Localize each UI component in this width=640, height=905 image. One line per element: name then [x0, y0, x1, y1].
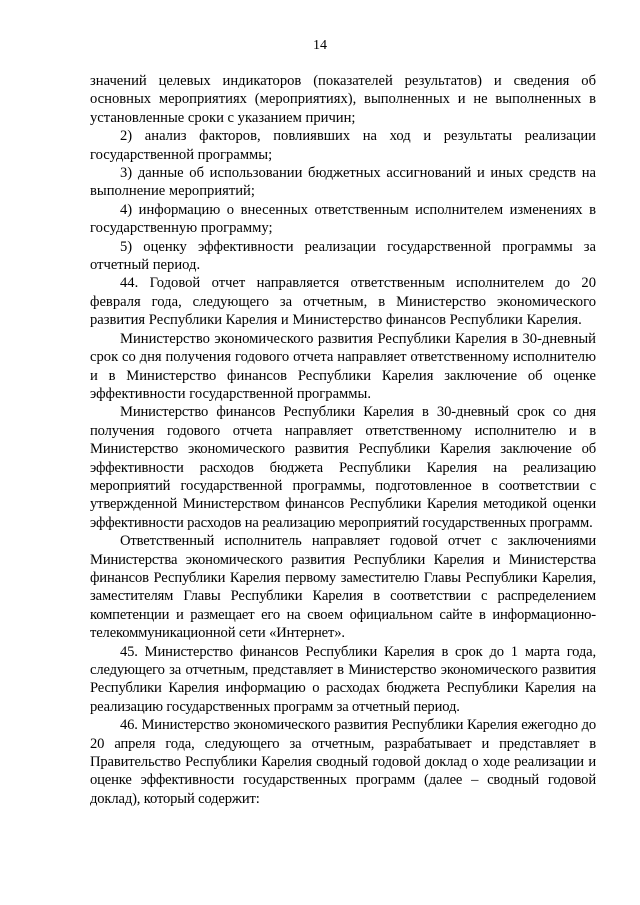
list-item-3: 3) данные об использовании бюджетных ассигнований и иных средств на выполнение мероприятий;	[90, 165, 596, 200]
clause-44: 44. Годовой отчет направляется ответственным исполнителем до 20 февраля года, следующего за отчетным, в Министерство экономического развития Республики Карелия и Министерство финансов Республики Карелия.	[90, 275, 596, 329]
document-body	[90, 72, 596, 808]
paragraph-ministry-finance: Министерство финансов Республики Карелия в 30-дневный срок со дня получения годового отчета направляет ответственному исполнителю и в Министерство экономического развития Республики Карелия заключение об эффективности расходов бюджета Республики Карелия на реализацию мероприятий государственной программы, подготовленное в соответствии с утвержденной Министерством финансов Республики Карелия методикой оценки эффективности расходов на реализацию мероприятий государственных программ.	[90, 404, 596, 531]
paragraph-responsible-executor: Ответственный исполнитель направляет годовой отчет с заключениями Министерства экономического развития Республики Карелия и Министерства финансов Республики Карелия первому заместителю Главы Республики Карелия, заместителям Главы Республики Карелия в соответствии с распределением компетенции и размещает его на своем официальном сайте в информационно-телекоммуникационной сети «Интернет».	[90, 533, 596, 642]
list-item-4: 4) информацию о внесенных ответственным исполнителем изменениях в государственную программу;	[90, 201, 596, 237]
clause-46: 46. Министерство экономического развития Республики Карелия ежегодно до 20 апреля года, следующего за отчетным, разрабатывает и представляет в Правительство Республики Карелия сводный годовой доклад о ходе реализации и оценке эффективности государственных программ (далее – сводный годовой доклад), который содержит:	[90, 717, 596, 807]
clause-45: 45. Министерство финансов Республики Карелия в срок до 1 марта года, следующего за отчетным, представляет в Министерство экономического развития Республики Карелия информацию о расходах бюджета Республики Карелия на реализацию государственных программ за отчетный период.	[90, 643, 596, 715]
list-item-2: 2) анализ факторов, повлиявших на ход и результаты реализации государственной программы;	[90, 128, 596, 163]
paragraph-continuation: значений целевых индикаторов (показателей результатов) и сведения об основных мероприятиях (мероприятиях), выполненных и не выполненных в установленные сроки с указанием причин;	[90, 73, 596, 126]
page-number: 14	[313, 38, 327, 53]
paragraph-ministry-economy: Министерство экономического развития Республики Карелия в 30-дневный срок со дня получения годового отчета направляет ответственному исполнителю и в Министерство финансов Республики Карелия заключение об оценке эффективности государственной программы.	[90, 330, 596, 402]
list-item-5: 5) оценку эффективности реализации государственной программы за отчетный период.	[90, 238, 596, 274]
